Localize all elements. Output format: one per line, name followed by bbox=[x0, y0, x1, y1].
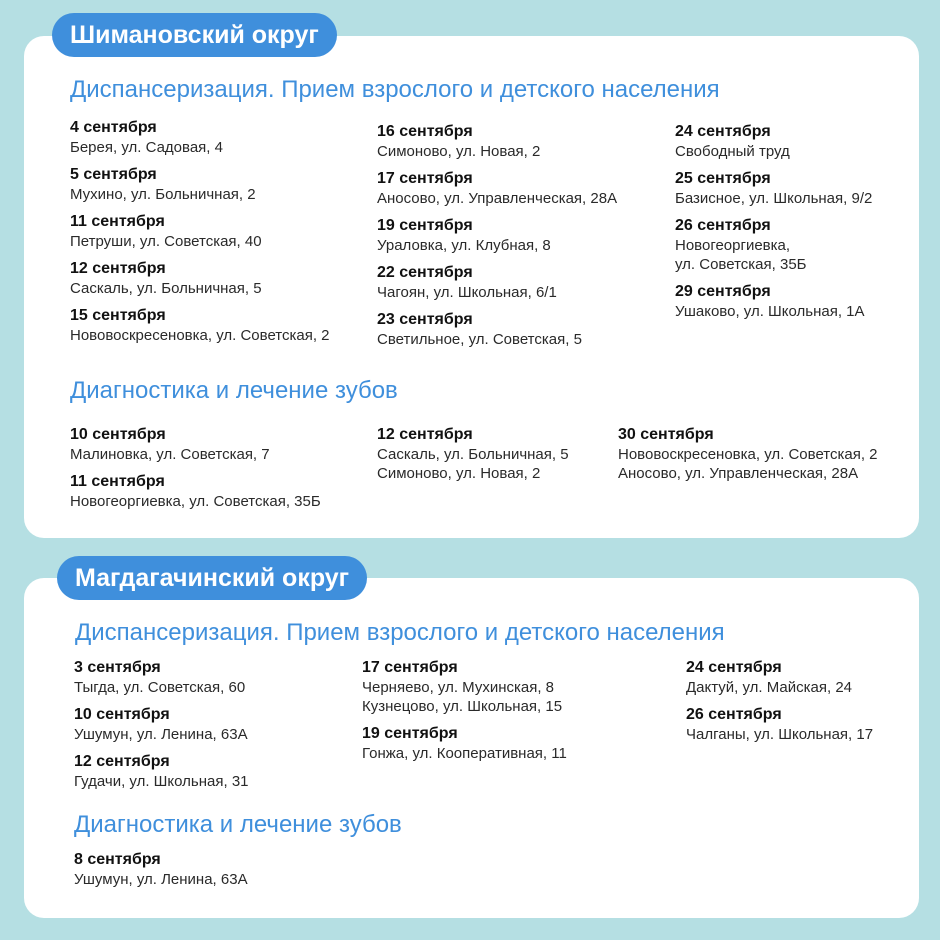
schedule-date: 16 сентября bbox=[377, 123, 473, 140]
schedule-address: Нововоскресеновка, ул. Советская, 2 bbox=[70, 327, 330, 344]
schedule-entry bbox=[675, 122, 872, 161]
schedule-address: Нововоскресеновка, ул. Советская, 2 bbox=[618, 446, 878, 463]
schedule-date: 24 сентября bbox=[686, 659, 782, 676]
section-title-dental: Диагностика и лечение зубов bbox=[70, 377, 398, 404]
schedule-entry bbox=[70, 165, 330, 204]
schedule-column bbox=[377, 122, 617, 357]
schedule-date: 24 сентября bbox=[675, 123, 771, 140]
section-title-dental: Диагностика и лечение зубов bbox=[74, 811, 402, 838]
schedule-address: Симоново, ул. Новая, 2 bbox=[377, 143, 541, 160]
schedule-column bbox=[618, 425, 878, 491]
schedule-entry bbox=[362, 724, 567, 763]
schedule-date: 10 сентября bbox=[74, 706, 170, 723]
schedule-column bbox=[377, 425, 569, 491]
schedule-address: Ушаково, ул. Школьная, 1А bbox=[675, 303, 865, 320]
schedule-column bbox=[362, 658, 567, 771]
schedule-address: Аносово, ул. Управленческая, 28А bbox=[618, 465, 859, 482]
schedule-address: Кузнецово, ул. Школьная, 15 bbox=[362, 698, 563, 715]
schedule-address: Ураловка, ул. Клубная, 8 bbox=[377, 237, 551, 254]
schedule-date: 3 сентября bbox=[74, 659, 161, 676]
schedule-entry bbox=[70, 306, 330, 345]
schedule-address: Черняево, ул. Мухинская, 8 bbox=[362, 679, 555, 696]
schedule-date: 26 сентября bbox=[686, 706, 782, 723]
district-title-magdagachinsky: Магдагачинский округ bbox=[57, 556, 367, 600]
schedule-date: 22 сентября bbox=[377, 264, 473, 281]
schedule-address: Малиновка, ул. Советская, 7 bbox=[70, 446, 270, 463]
schedule-date: 10 сентября bbox=[70, 426, 166, 443]
schedule-entry bbox=[675, 216, 872, 274]
schedule-address: Свободный труд bbox=[675, 143, 790, 160]
schedule-date: 11 сентября bbox=[70, 473, 165, 490]
schedule-address: ул. Советская, 35Б bbox=[675, 256, 807, 273]
schedule-column bbox=[675, 122, 872, 329]
schedule-entry bbox=[377, 216, 617, 255]
schedule-entry bbox=[675, 169, 872, 208]
schedule-address: Саскаль, ул. Больничная, 5 bbox=[70, 280, 262, 297]
schedule-address: Ушумун, ул. Ленина, 63А bbox=[74, 871, 248, 888]
schedule-date: 12 сентября bbox=[70, 260, 166, 277]
schedule-address: Новогеоргиевка, ул. Советская, 35Б bbox=[70, 493, 321, 510]
schedule-address: Саскаль, ул. Больничная, 5 bbox=[377, 446, 569, 463]
schedule-entry bbox=[70, 472, 321, 511]
schedule-date: 12 сентября bbox=[377, 426, 473, 443]
schedule-entry bbox=[74, 752, 249, 791]
schedule-date: 15 сентября bbox=[70, 307, 166, 324]
schedule-entry bbox=[377, 310, 617, 349]
schedule-entry bbox=[74, 850, 248, 889]
schedule-address: Чалганы, ул. Школьная, 17 bbox=[686, 726, 874, 743]
schedule-entry bbox=[74, 658, 249, 697]
schedule-date: 25 сентября bbox=[675, 170, 771, 187]
schedule-entry bbox=[70, 212, 330, 251]
schedule-entry bbox=[70, 118, 330, 157]
schedule-date: 8 сентября bbox=[74, 851, 161, 868]
schedule-entry bbox=[377, 122, 617, 161]
schedule-column bbox=[686, 658, 873, 752]
schedule-address: Берея, ул. Садовая, 4 bbox=[70, 139, 223, 156]
schedule-address: Новогеоргиевка, bbox=[675, 237, 791, 254]
schedule-date: 5 сентября bbox=[70, 166, 157, 183]
schedule-date: 29 сентября bbox=[675, 283, 771, 300]
schedule-entry bbox=[377, 425, 569, 483]
schedule-column bbox=[74, 850, 248, 897]
schedule-address: Ушумун, ул. Ленина, 63А bbox=[74, 726, 248, 743]
schedule-date: 17 сентября bbox=[377, 170, 473, 187]
schedule-date: 26 сентября bbox=[675, 217, 771, 234]
schedule-column bbox=[70, 118, 330, 353]
schedule-entry bbox=[377, 169, 617, 208]
schedule-date: 30 сентября bbox=[618, 426, 714, 443]
schedule-entry bbox=[377, 263, 617, 302]
district-title-shimanovsky: Шимановский округ bbox=[52, 13, 337, 57]
schedule-entry bbox=[675, 282, 872, 321]
schedule-address: Аносово, ул. Управленческая, 28А bbox=[377, 190, 618, 207]
schedule-address: Тыгда, ул. Советская, 60 bbox=[74, 679, 246, 696]
schedule-column bbox=[70, 425, 321, 519]
schedule-date: 23 сентября bbox=[377, 311, 473, 328]
schedule-address: Петруши, ул. Советская, 40 bbox=[70, 233, 262, 250]
schedule-entry bbox=[70, 259, 330, 298]
schedule-date: 4 сентября bbox=[70, 119, 157, 136]
schedule-column bbox=[74, 658, 249, 799]
schedule-entry bbox=[686, 658, 873, 697]
section-title-dispensary: Диспансеризация. Прием взрослого и детского населения bbox=[75, 619, 725, 646]
schedule-date: 11 сентября bbox=[70, 213, 165, 230]
schedule-address: Светильное, ул. Советская, 5 bbox=[377, 331, 582, 348]
schedule-entry bbox=[74, 705, 249, 744]
schedule-entry bbox=[618, 425, 878, 483]
schedule-address: Гонжа, ул. Кооперативная, 11 bbox=[362, 745, 567, 762]
section-title-dispensary: Диспансеризация. Прием взрослого и детского населения bbox=[70, 76, 720, 103]
schedule-entry bbox=[362, 658, 567, 716]
schedule-date: 12 сентября bbox=[74, 753, 170, 770]
schedule-address: Симоново, ул. Новая, 2 bbox=[377, 465, 541, 482]
schedule-date: 19 сентября bbox=[377, 217, 473, 234]
schedule-date: 17 сентября bbox=[362, 659, 458, 676]
schedule-address: Чагоян, ул. Школьная, 6/1 bbox=[377, 284, 557, 301]
schedule-entry bbox=[686, 705, 873, 744]
schedule-address: Мухино, ул. Больничная, 2 bbox=[70, 186, 256, 203]
schedule-address: Гудачи, ул. Школьная, 31 bbox=[74, 773, 249, 790]
schedule-address: Базисное, ул. Школьная, 9/2 bbox=[675, 190, 873, 207]
schedule-entry bbox=[70, 425, 321, 464]
schedule-address: Дактуй, ул. Майская, 24 bbox=[686, 679, 853, 696]
schedule-date: 19 сентября bbox=[362, 725, 458, 742]
